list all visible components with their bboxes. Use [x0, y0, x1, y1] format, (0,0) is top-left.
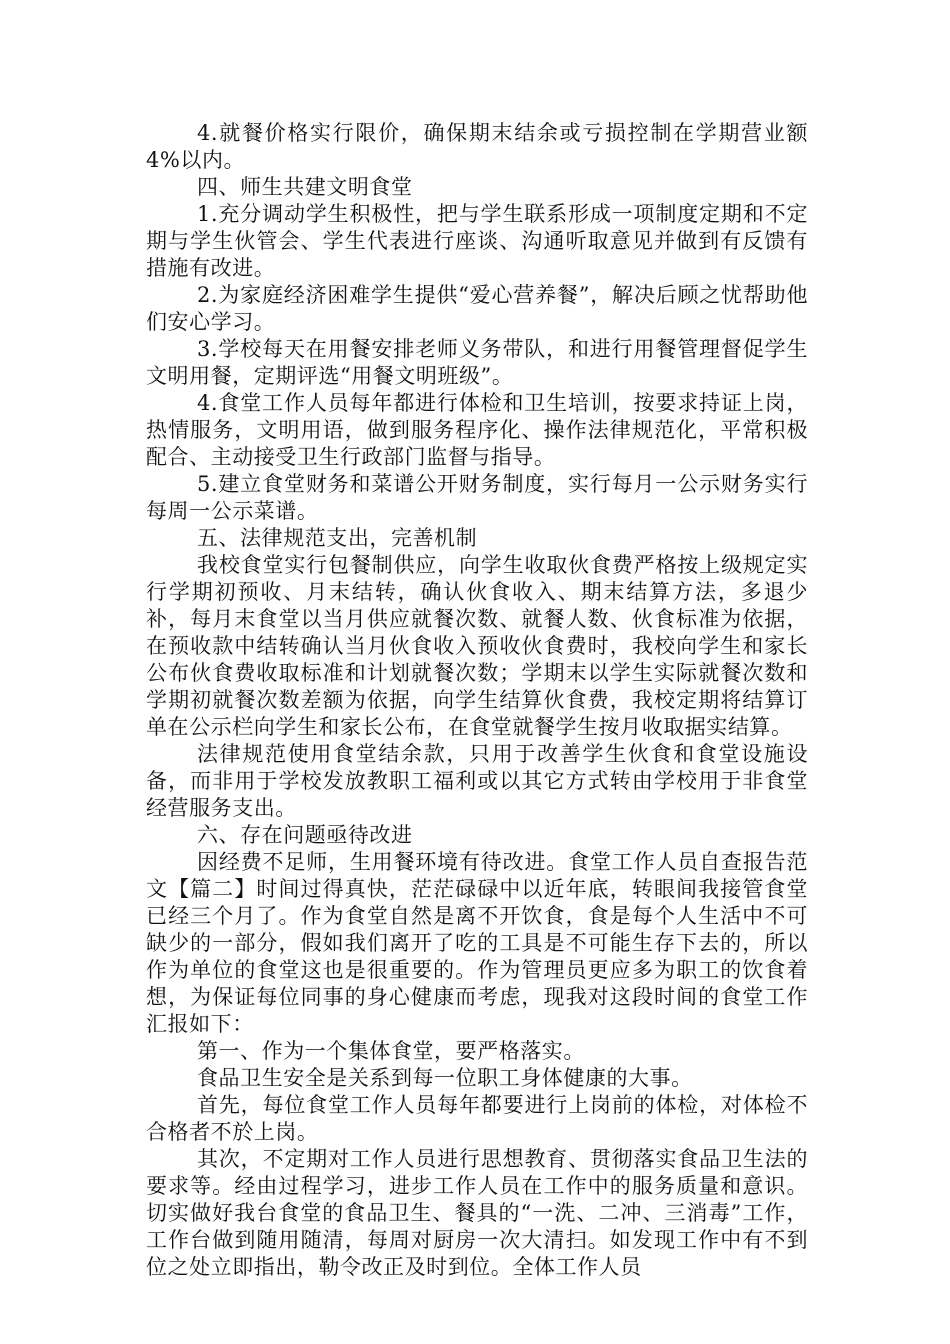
paragraph-surplus-usage: 法律规范使用食堂结余款，只用于改善学生伙食和食堂设施设备，而非用于学校发放教职工福利或以其它方式转由学校用于非食堂经营服务支出。 [146, 742, 808, 820]
paragraph-item-4-price-limit: 4.就餐价格实行限价，确保期末结余或亏损控制在学期营业额4%以内。 [146, 121, 808, 172]
paragraph-firstly: 首先，每位食堂工作人员每年都要进行上岗前的体检，对体检不合格者不於上岗。 [146, 1093, 808, 1144]
paragraph-first-point: 第一、作为一个集体食堂，要严格落实。 [197, 1039, 585, 1063]
paragraph-item-4: 4.食堂工作人员每年都进行体检和卫生培训，按要求持证上岗，热情服务，文明用语，做到服务程序化、操作法律规范化，平常积极配合、主动接受卫生行政部门监督与指导。 [146, 391, 808, 469]
section-heading-4: 四、师生共建文明食堂 [197, 175, 413, 199]
section-heading-6: 六、存在问题亟待改进 [197, 823, 413, 847]
paragraph-food-safety: 食品卫生安全是关系到每一位职工身体健康的大事。 [197, 1066, 693, 1090]
document-body [146, 120, 808, 1281]
paragraph-item-1: 1.充分调动学生积极性，把与学生联系形成一项制度定期和不定期与学生伙管会、学生代表进行座谈、沟通听取意见并做到有反馈有措施有改进。 [146, 202, 808, 280]
paragraph-secondly: 其次，不定期对工作人员进行思想教育、贯彻落实食品卫生法的要求等。经由过程学习，进步工作人员在工作中的服务质量和意识。切实做好我台食堂的食品卫生、餐具的“一洗、二冲、三消毒”工作，工作台做到随用随清，每周对厨房一次大清扫。如发现工作中有不到位之处立即指出，勒令改正及时到位。全体工作人员 [146, 1147, 808, 1279]
paragraph-item-2: 2.为家庭经济困难学生提供“爱心营养餐”，解决后顾之忧帮助他们安心学习。 [146, 283, 808, 334]
paragraph-report-intro: 因经费不足师，生用餐环境有待改进。食堂工作人员自查报告范文【篇二】时间过得真快，茫茫碌碌中以近年底，转眼间我接管食堂已经三个月了。作为食堂自然是离不开饮食，食是每个人生活中不可缺少的一部分，假如我们离开了吃的工具是不可能生存下去的，所以作为单位的食堂这也是很重要的。作为管理员更应多为职工的饮食着想，为保证每位同事的身心健康而考虑，现我对这段时间的食堂工作汇报如下： [146, 850, 808, 1036]
paragraph-meal-fee: 我校食堂实行包餐制供应，向学生收取伙食费严格按上级规定实行学期初预收、月末结转，确认伙食收入、期末结算方法，多退少补，每月末食堂以当月供应就餐次数、就餐人数、伙食标准为依据，在预收款中结转确认当月伙食收入预收伙食费时，我校向学生和家长公布伙食费收取标准和计划就餐次数；学期末以学生实际就餐次数和学期初就餐次数差额为依据，向学生结算伙食费，我校定期将结算订单在公示栏向学生和家长公布，在食堂就餐学生按月收取据实结算。 [146, 553, 808, 739]
section-heading-5: 五、法律规范支出，完善机制 [197, 526, 478, 550]
paragraph-item-5: 5.建立食堂财务和菜谱公开财务制度，实行每月一公示财务实行每周一公示菜谱。 [146, 472, 808, 523]
paragraph-item-3: 3.学校每天在用餐安排老师义务带队，和进行用餐管理督促学生文明用餐，定期评选“用餐文明班级”。 [146, 337, 808, 388]
